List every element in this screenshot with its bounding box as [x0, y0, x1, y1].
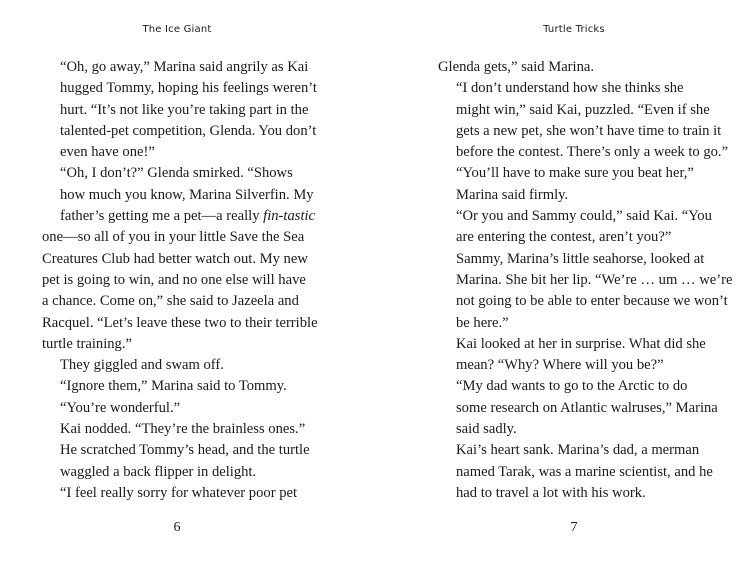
text-line: some research on Atlantic walruses,” Marina [456, 399, 718, 416]
paragraph [438, 57, 710, 78]
text-line: They giggled and swam off. [60, 357, 224, 374]
italic-word: fin-tastic [263, 208, 316, 225]
text-line: Kai’s heart sank. Marina’s dad, a merman [456, 442, 700, 459]
left-page-text [42, 57, 318, 504]
text-line: Sammy, Marina’s little seahorse, looked at [456, 250, 705, 267]
text-line: gets a new pet, she won’t have time to train it [456, 122, 722, 139]
paragraph [438, 78, 729, 163]
text-line: one—so all of you in your little Save the Sea [42, 229, 305, 246]
text-line: “You’re wonderful.” [60, 399, 181, 416]
paragraph [438, 376, 718, 440]
running-head-left: The Ice Giant [142, 24, 212, 35]
paragraph [42, 376, 312, 419]
text-line: Kai nodded. “They’re the brainless ones.” [60, 421, 306, 438]
text-line: “I feel really sorry for whatever poor pet [60, 484, 298, 501]
paragraph [42, 355, 312, 376]
paragraph [42, 419, 312, 483]
text-line: waggled a back flipper in delight. [60, 463, 257, 480]
right-page-text [438, 57, 733, 504]
paragraph [42, 57, 317, 163]
paragraph [438, 163, 710, 206]
text-line: hugged Tommy, hoping his feelings weren’t [60, 80, 317, 97]
text-line: Marina. She bit her lip. “We’re … um … we’re [456, 271, 733, 288]
paragraph [42, 227, 318, 355]
text-line: had to travel a lot with his work. [456, 484, 646, 501]
text-line: “My dad wants to go to the Arctic to do [456, 378, 688, 395]
text-line: “You’ll have to make sure you beat her,” [456, 165, 694, 182]
text-line: “I don’t understand how she thinks she [456, 80, 684, 97]
text-line: might win,” said Kai, puzzled. “Even if she [456, 101, 710, 118]
paragraph [42, 163, 316, 227]
text-line: are entering the contest, aren’t you?” [456, 229, 672, 246]
page-number-right: 7 [570, 520, 578, 535]
text-line: be here.” [456, 314, 509, 331]
right-page [438, 0, 733, 576]
text-line: “Ignore them,” Marina said to Tommy. [60, 378, 287, 395]
text-line: turtle training.” [42, 335, 132, 352]
text-line: a chance. Come on,” she said to Jazeela and [42, 293, 299, 310]
text-line: how much you know, Marina Silverfin. My [60, 186, 314, 203]
text-fragment: father’s getting me a pet—a really [60, 208, 264, 225]
text-line: “Or you and Sammy could,” said Kai. “You [456, 208, 712, 225]
paragraph [438, 206, 710, 249]
text-line: pet is going to win, and no one else will have [42, 271, 306, 288]
text-line: “Oh, I don’t?” Glenda smirked. “Shows [60, 165, 293, 182]
paragraph [438, 334, 710, 377]
text-line: named Tarak, was a marine scientist, and he [456, 463, 713, 480]
text-line: talented-pet competition, Glenda. You don’t [60, 122, 317, 139]
text-line: Marina said firmly. [456, 186, 569, 203]
paragraph [438, 440, 713, 504]
text-line: before the contest. There’s only a week to go.” [456, 144, 729, 161]
text-line [42, 206, 316, 227]
text-line: even have one!” [60, 144, 155, 161]
text-line: He scratched Tommy’s head, and the turtle [60, 442, 310, 459]
paragraph [438, 249, 733, 334]
text-line: Creatures Club had better watch out. My new [42, 250, 308, 267]
left-page [42, 0, 318, 576]
text-line: Kai looked at her in surprise. What did she [456, 335, 706, 352]
page-number-left: 6 [173, 520, 181, 535]
running-head-right: Turtle Tricks [543, 24, 605, 35]
text-line: Racquel. “Let’s leave these two to their terrible [42, 314, 318, 331]
text-line: mean? “Why? Where will you be?” [456, 357, 664, 374]
text-line: hurt. “It’s not like you’re taking part in the [60, 101, 309, 118]
paragraph [42, 483, 312, 504]
text-line: Glenda gets,” said Marina. [438, 59, 595, 75]
text-line: “Oh, go away,” Marina said angrily as Kai [60, 59, 309, 75]
text-line: not going to be able to enter because we won’t [456, 293, 728, 310]
text-line: said sadly. [456, 421, 517, 438]
